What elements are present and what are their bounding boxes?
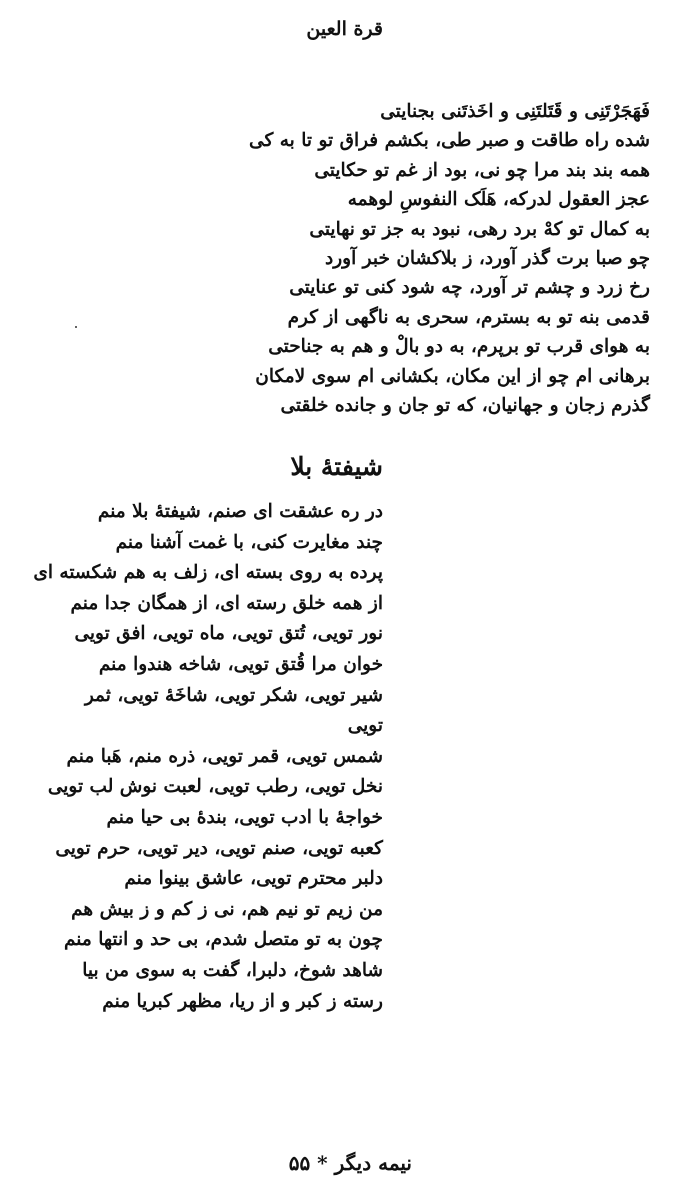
- poem-line: نخل تویی، رطب تویی، لعبت نوش لب تویی: [47, 776, 383, 798]
- poem-line: قدمی بنه تو به بسترم، سحری به ناگهی از کرم: [287, 306, 650, 328]
- poem-line: همه بند بند مرا چو نی، بود از غم تو حکایتی: [314, 159, 650, 181]
- poem-line: گذرم زجان و جهانیان، که تو جان و جانده خلقتی: [280, 395, 650, 417]
- poem-line: چند مغایرت کنی، با غمت آشنا منم: [115, 531, 383, 553]
- poem-line: به هوای قرب تو برپرم، به دو بالْ و هم به جناحتی: [268, 336, 650, 358]
- poem-shiftehye-bala: [33, 497, 383, 1017]
- poem-line: شمس تویی، قمر تویی، ذره منم، هَبا منم: [66, 745, 383, 767]
- poem-ghazal-stanza: [249, 97, 650, 420]
- poem-line: نور تویی، تُتق تویی، ماه تویی، افق تویی: [74, 623, 383, 645]
- running-header-title: قرة العین: [306, 18, 383, 40]
- poem-line: خواجهٔ با ادب تویی، بندهٔ بی حیا منم: [106, 806, 383, 828]
- page-footer: نیمه دیگر * ۵۵: [288, 1151, 412, 1175]
- poem-line: من زیم تو نیم هم، نی ز کم و ز بیش هم: [71, 898, 383, 920]
- poem-line: شاهد شوخ، دلبرا، گفت به سوی من بیا: [82, 959, 383, 981]
- poem-line: کعبه تویی، صنم تویی، دیر تویی، حرم تویی: [55, 837, 383, 859]
- poem-line: شده راه طاقت و صبر طی، بکشم فراق تو تا به کی: [249, 130, 650, 152]
- poem-line: رخ زرد و چشم تر آورد، چه شود کنی تو عنایتی: [289, 277, 650, 299]
- poem-line: دلبر محترم تویی، عاشق بینوا منم: [124, 868, 383, 890]
- poem-line: خوان مرا قُتق تویی، شاخه هندوا منم: [98, 653, 383, 675]
- poem-line: به کمال تو کهْ برد رهی، نبود به جز تو نهایتی: [309, 218, 650, 240]
- poem-line: شیر تویی، شکر تویی، شاخَهٔ تویی، ثمر: [84, 684, 383, 706]
- poem-line: رسته ز کبر و از ریا، مظهر کبریا منم: [102, 990, 383, 1012]
- poem-line: تویی: [347, 715, 383, 737]
- poem-line: پرده به روی بسته ای، زلف به هم شکسته ای: [33, 562, 383, 584]
- poem-line: از همه خلق رسته ای، از همگان جدا منم: [70, 592, 383, 614]
- print-speck: [75, 326, 77, 328]
- poem-line: فَهَجَرْتَنِی و قَتَلتَنِی و اخَذتَنی بجنایتی: [380, 101, 650, 122]
- poem-line: چون به تو متصل شدم، بی حد و انتها منم: [64, 929, 383, 951]
- poem-line: چو صبا برت گذر آورد، ز بلاکشان خبر آورد: [324, 248, 650, 270]
- poem-line: در ره عشقت ای صنم، شیفتهٔ بلا منم: [97, 501, 383, 522]
- poem-line: عجز العقول لدرکه، هَلَک النفوسِ لوهمه: [347, 189, 650, 211]
- poem-line: برهانی ام چو از این مکان، بکشانی ام سوی لامکان: [255, 365, 650, 387]
- poem-title: شیفتهٔ بلا: [290, 452, 383, 481]
